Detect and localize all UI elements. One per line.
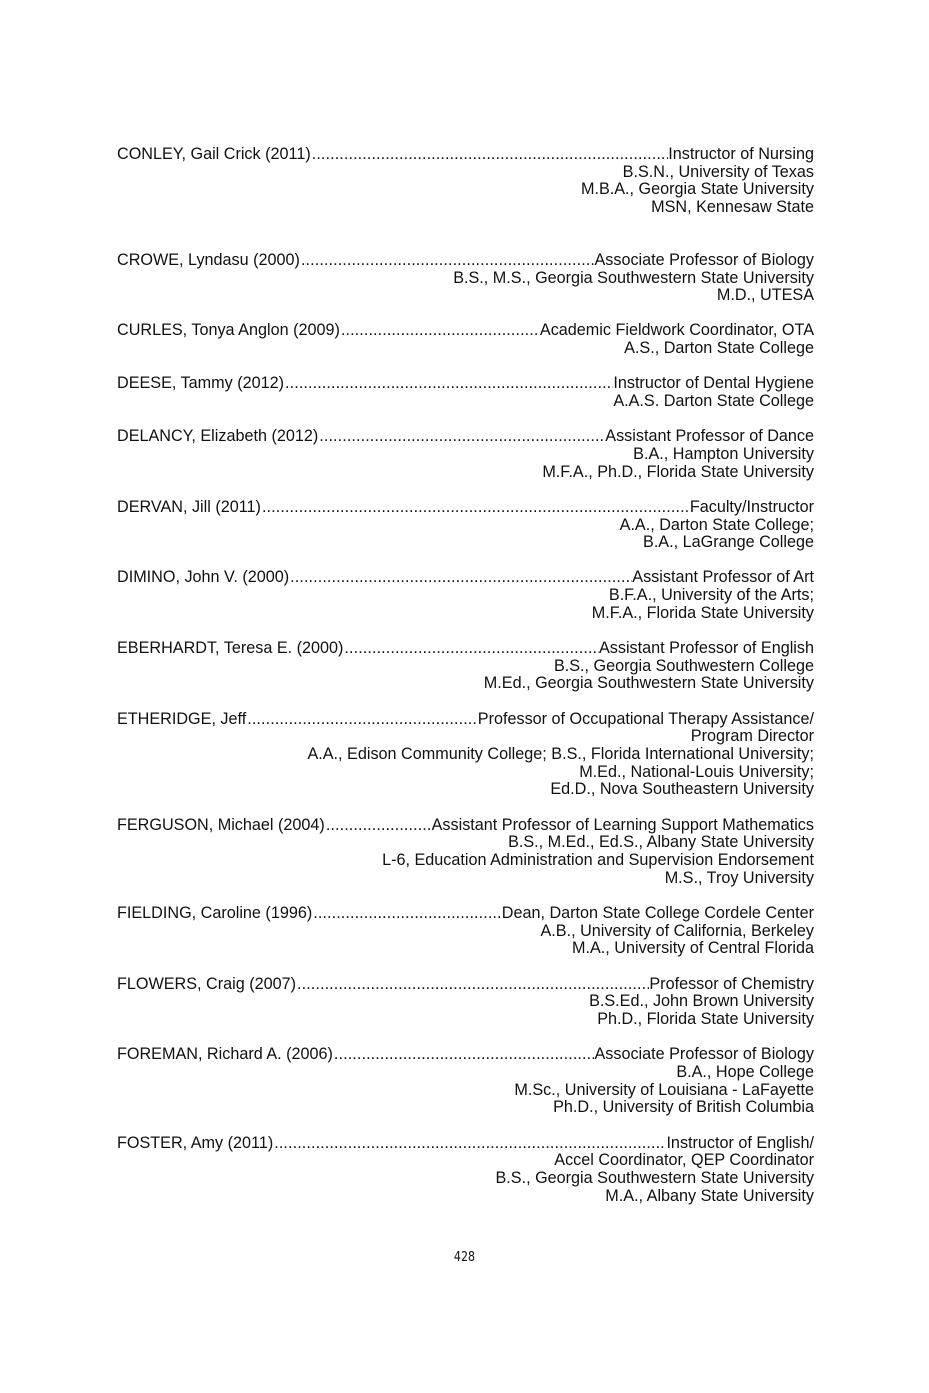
credential-line: B.S., M.S., Georgia Southwestern State University [453, 268, 814, 287]
faculty-name: FOREMAN, Richard A. (2006) [117, 1045, 333, 1064]
faculty-title: Instructor of English/ [666, 1133, 814, 1152]
dot-leader [311, 146, 669, 164]
credential-line: M.Ed., National-Louis University; [579, 762, 814, 781]
dot-leader [284, 375, 613, 393]
credential-line: B.S., Georgia Southwestern State University [495, 1168, 814, 1187]
entry-heading [117, 322, 814, 340]
credential-line: M.A., University of Central Florida [572, 939, 814, 958]
faculty-title: Professor of Chemistry [649, 974, 814, 993]
faculty-name: FERGUSON, Michael (2004) [117, 815, 325, 834]
entry-heading [117, 146, 814, 164]
page-number: 428 [453, 1249, 476, 1265]
faculty-name: FIELDING, Caroline (1996) [117, 904, 313, 922]
faculty-title: Academic Fieldwork Coordinator, OTA [539, 321, 814, 340]
dot-leader [261, 499, 690, 517]
entry-heading [117, 905, 814, 923]
entry-heading [117, 976, 814, 994]
credential-line: B.S., M.Ed., Ed.S., Albany State University [508, 833, 814, 852]
credential-line: Ph.D., Florida State University [597, 1010, 814, 1029]
faculty-title: Faculty/Instructor [689, 497, 814, 516]
faculty-entry [117, 1135, 814, 1206]
credential-line: M.A., Albany State University [605, 1186, 814, 1205]
faculty-title: Dean, Darton State College Cordele Center [501, 904, 814, 922]
credential-line: M.S., Troy University [664, 868, 814, 887]
faculty-name: DERVAN, Jill (2011) [117, 497, 261, 516]
entry-heading [117, 375, 814, 393]
faculty-name: CONLEY, Gail Crick (2011) [117, 145, 311, 163]
credential-line: MSN, Kennesaw State [651, 198, 814, 217]
entry-heading [117, 499, 814, 517]
faculty-entry [117, 375, 814, 410]
faculty-name: DEESE, Tammy (2012) [117, 374, 285, 393]
dot-leader [325, 817, 432, 835]
faculty-name: CURLES, Tonya Anglon (2009) [117, 321, 340, 340]
entry-heading [117, 1135, 814, 1153]
credential-line: M.Sc., University of Louisiana - LaFayette [514, 1080, 814, 1099]
dot-leader [289, 569, 632, 587]
credential-line: M.F.A., Florida State University [591, 603, 814, 622]
faculty-name: FOSTER, Amy (2011) [117, 1133, 274, 1152]
credential-line: A.A., Edison Community College; B.S., Florida International University; [307, 745, 814, 764]
faculty-name: EBERHARDT, Teresa E. (2000) [117, 639, 344, 658]
faculty-entry [117, 1046, 814, 1117]
faculty-name: ETHERIDGE, Jeff [117, 709, 247, 728]
credential-line: Program Director [690, 727, 814, 746]
faculty-title: Instructor of Nursing [668, 145, 814, 163]
entry-heading [117, 569, 814, 587]
faculty-title: Assistant Professor of Art [632, 568, 814, 587]
faculty-title: Assistant Professor of Dance [605, 427, 814, 446]
credential-line: Ed.D., Nova Southeastern University [550, 780, 814, 799]
dot-leader [296, 976, 649, 994]
entry-heading [117, 711, 814, 729]
faculty-entry [117, 428, 814, 481]
credential-line: B.A., LaGrange College [643, 533, 814, 552]
credential-line: M.D., UTESA [716, 286, 814, 305]
faculty-title: Associate Professor of Biology [594, 250, 814, 269]
dot-leader [343, 640, 599, 658]
faculty-title: Assistant Professor of Learning Support Mathematics [431, 815, 814, 834]
faculty-name: DELANCY, Elizabeth (2012) [117, 427, 319, 446]
faculty-directory [117, 146, 814, 1205]
dot-leader [312, 905, 502, 923]
faculty-entry [117, 640, 814, 693]
credential-line: L-6, Education Administration and Supervision Endorsement [382, 851, 814, 870]
faculty-name: DIMINO, John V. (2000) [117, 568, 290, 587]
credential-line: M.B.A., Georgia State University [580, 180, 814, 199]
dot-leader [340, 322, 540, 340]
faculty-name: CROWE, Lyndasu (2000) [117, 250, 300, 269]
dot-leader [246, 711, 478, 729]
credential-line: B.F.A., University of the Arts; [608, 586, 814, 605]
faculty-name: FLOWERS, Craig (2007) [117, 974, 297, 993]
dot-leader [333, 1046, 595, 1064]
faculty-title: Assistant Professor of English [598, 639, 814, 658]
faculty-entry [117, 499, 814, 552]
credential-line: A.S., Darton State College [624, 339, 814, 358]
credential-line: A.A., Darton State College; [619, 515, 814, 534]
entry-heading [117, 640, 814, 658]
dot-leader [300, 252, 595, 270]
credential-line: A.B., University of California, Berkeley [540, 921, 814, 940]
dot-leader [273, 1135, 666, 1153]
credential-line: M.F.A., Ph.D., Florida State University [542, 462, 814, 481]
credential-line: M.Ed., Georgia Southwestern State University [483, 674, 814, 693]
faculty-title: Instructor of Dental Hygiene [613, 374, 814, 393]
faculty-title: Associate Professor of Biology [594, 1045, 814, 1064]
faculty-entry [117, 146, 814, 217]
entry-heading [117, 817, 814, 835]
faculty-entry [117, 322, 814, 357]
credential-line: Ph.D., University of British Columbia [553, 1098, 814, 1117]
faculty-entry [117, 976, 814, 1029]
credential-line: A.A.S. Darton State College [613, 392, 814, 411]
entry-heading [117, 252, 814, 270]
faculty-title: Professor of Occupational Therapy Assistance/ [477, 709, 814, 728]
faculty-entry [117, 569, 814, 622]
faculty-entry [117, 905, 814, 958]
entry-heading [117, 428, 814, 446]
credential-line: B.A., Hope College [676, 1062, 814, 1081]
faculty-entry [117, 817, 814, 888]
credential-line: B.S.N., University of Texas [622, 162, 814, 181]
faculty-entry [117, 711, 814, 800]
entry-heading [117, 1046, 814, 1064]
credential-line: B.A., Hampton University [633, 444, 814, 463]
credential-line: Accel Coordinator, QEP Coordinator [554, 1151, 814, 1170]
dot-leader [318, 428, 605, 446]
faculty-entry [117, 252, 814, 305]
credential-line: B.S., Georgia Southwestern College [553, 656, 814, 675]
credential-line: B.S.Ed., John Brown University [589, 992, 814, 1011]
